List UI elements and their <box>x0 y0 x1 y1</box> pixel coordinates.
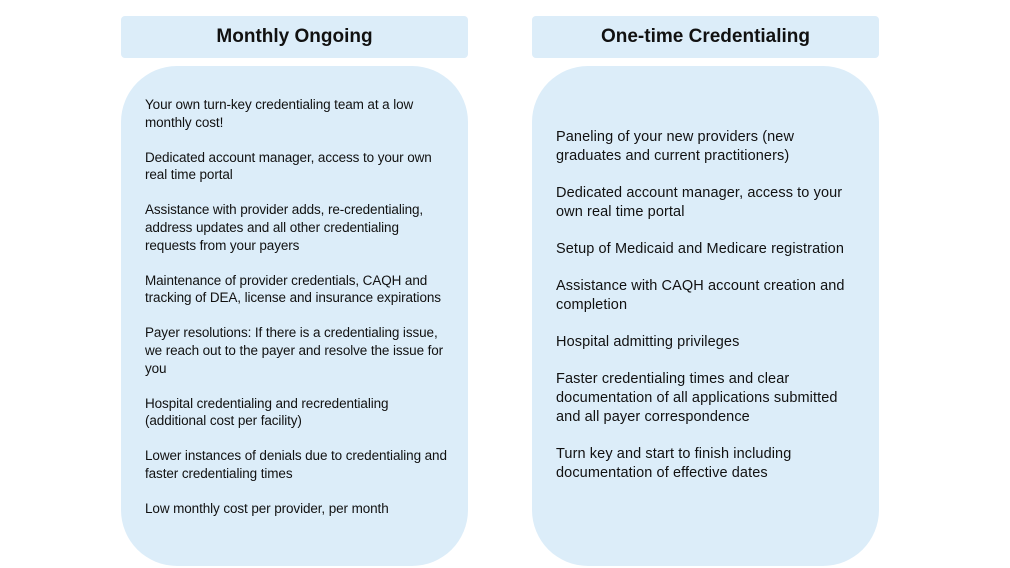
list-item: Low monthly cost per provider, per month <box>145 500 389 516</box>
list-item: Assistance with provider adds, re-credentialing, address updates and all other credentialing requests from your payers <box>145 202 424 253</box>
list-item: Lower instances of denials due to credentialing and faster credentialing times <box>145 448 447 481</box>
list-item: Your own turn-key credentialing team at a low monthly cost! <box>145 97 414 130</box>
list-item: Payer resolutions: If there is a credentialing issue, we reach out to the payer and resolve the issue for you <box>145 325 444 376</box>
monthly-ongoing-list <box>145 96 450 518</box>
one-time-credentialing-title: One-time Credentialing <box>600 26 811 47</box>
one-time-credentialing-header <box>532 16 879 58</box>
one-time-credentialing-panel <box>532 66 879 566</box>
list-item: Paneling of your new providers (new graduates and current practitioners) <box>556 129 795 164</box>
list-item: Maintenance of provider credentials, CAQH and tracking of DEA, license and insurance expirations <box>145 272 441 306</box>
list-item: Setup of Medicaid and Medicare registration <box>556 241 845 257</box>
list-item: Hospital credentialing and recredentialing (additional cost per facility) <box>145 395 389 429</box>
monthly-ongoing-title: Monthly Ongoing <box>216 26 373 47</box>
list-item: Assistance with CAQH account creation and completion <box>556 278 845 313</box>
list-item: Faster credentialing times and clear documentation of all applications submitted and all payer correspondence <box>556 371 838 425</box>
list-item: Hospital admitting privileges <box>556 334 740 350</box>
one-time-credentialing-list <box>556 128 861 483</box>
list-item: Turn key and start to finish including documentation of effective dates <box>556 446 792 481</box>
monthly-ongoing-panel <box>121 66 468 566</box>
list-item: Dedicated account manager, access to your own real time portal <box>145 149 432 183</box>
list-item: Dedicated account manager, access to your own real time portal <box>556 185 843 220</box>
monthly-ongoing-header <box>121 16 468 58</box>
